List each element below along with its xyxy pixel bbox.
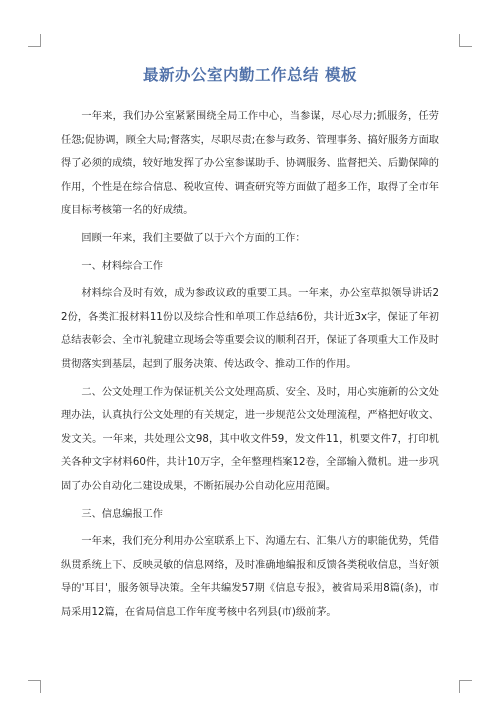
- section-heading-materials: 一、材料综合工作: [81, 260, 163, 272]
- paragraph-materials: 材料综合及时有效，成为参政议政的重要工具。一年来，办公室草拟领导讲话22份，各类汇报材料11份以及综合性和单项工作总结6份，共计近3x字，保证了年初总结表彰会、全市礼貌建立现场会等重要会议的顺利召开，保证了各项重大工作及时贯彻落实到基层，起到了服务决策、传达政令、推动工作的作用。: [61, 288, 439, 370]
- page-corner-mark-bottom-right: [459, 680, 472, 693]
- page-corner-mark-bottom-left: [28, 680, 41, 693]
- paragraph-review: 回顾一年来，我们主要做了以于六个方面的工作：: [81, 232, 306, 244]
- paragraph-information: 一年来，我们充分利用办公室联系上下、沟通左右、汇集八方的职能优势，凭借纵贯系统上下、反映灵敏的信息网络，及时准确地编报和反馈各类税收信息，当好领导的'耳目'，服务领导决策。全年共编发57期《信息专报》，被省局采用8篇(条)，市局采用12篇，在省局信息工作年度考核中名列县(市)级前茅。: [61, 536, 439, 618]
- paragraph-documents: 二、公文处理工作为保证机关公文处理高质、安全、及时，用心实施新的公文处理办法，认真执行公文处理的有关规定，进一步规范公文处理流程，严格把好收文、发文关。一年来，共处理公文98，其中收文件59，发文件11，机要文件7，打印机关各种文字材料60件，共计10万字，全年整理档案12卷，全部输入微机。进一步巩固了办公自动化二建设成果，不断拓展办公自动化应用范圈。: [61, 386, 439, 492]
- page-corner-mark-top-right: [459, 34, 472, 47]
- document-body: [61, 105, 439, 624]
- section-heading-information: 三、信息编报工作: [81, 508, 163, 520]
- document-title: 最新办公室内勤工作总结 模板: [143, 66, 357, 84]
- paragraph-intro: 一年来，我们办公室紧紧围绕全局工作中心，当参谋，尽心尽力;抓服务，任劳任怨;促协调，顾全大局;督落实，尽职尽责;在参与政务、管理事务、搞好服务方面取得了必须的成绩，较好地发挥了办公室参谋助手、协调服务、监督把关、后勤保障的作用，个性是在综合信息、税收宣传、调查研究等方面做了超多工作，取得了全市年度目标考核第一名的好成绩。: [61, 111, 439, 217]
- page-corner-mark-top-left: [28, 34, 41, 47]
